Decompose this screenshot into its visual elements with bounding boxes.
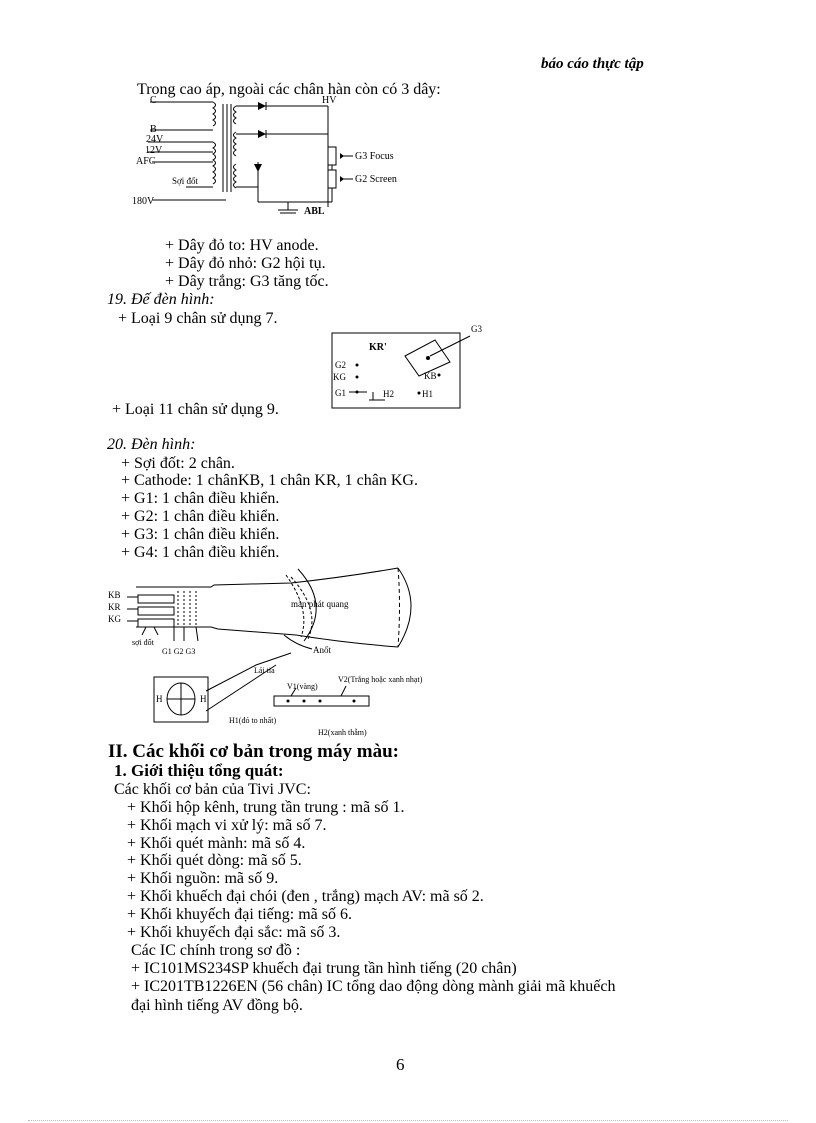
socket-kr: KR' (369, 342, 387, 353)
crt-kr: KR (108, 602, 121, 612)
crt-anot: Anốt (313, 645, 331, 655)
crt-soi-dot: sợi đốt (132, 638, 154, 647)
wire-1: + Dây đỏ to: HV anode. (165, 237, 319, 254)
label-g3-focus: G3 Focus (355, 151, 394, 162)
section20-item: + Cathode: 1 chânKB, 1 chân KR, 1 chân KG. (121, 472, 418, 489)
block-item: + Khối mạch vi xử lý: mã số 7. (127, 817, 327, 834)
block-item: + Khối khuyếch đại tiếng: mã số 6. (127, 906, 352, 923)
label-soi-dot: Sợi đốt (172, 176, 199, 186)
section20-heading: 20. Đèn hình: (107, 436, 196, 453)
section19-item2: + Loại 11 chân sử dụng 9. (112, 401, 279, 418)
crt-h1: H1(đỏ to nhất) (229, 716, 277, 725)
section19-heading: 19. Đế đèn hình: (107, 291, 215, 308)
crt-h-left: H (156, 694, 163, 704)
socket-h1: H1 (422, 389, 433, 399)
ic-intro: Các IC chính trong sơ đồ : (131, 942, 301, 959)
label-24v: 24V (146, 134, 164, 145)
block-item: + Khối nguồn: mã số 9. (127, 870, 279, 887)
block-item: + Khối quét mành: mã số 4. (127, 835, 306, 852)
socket-kg: KG (333, 372, 346, 382)
ic-item: + IC101MS234SP khuếch đại trung tần hình tiếng (20 chân) (131, 960, 517, 977)
section19-item1: + Loại 9 chân sử dụng 7. (118, 310, 278, 327)
ic-item: + IC201TB1226EN (56 chân) IC tổng dao động dòng mành giải mã khuếch (131, 978, 616, 995)
crt-v1: V1(vàng) (287, 682, 318, 691)
block-item: + Khối khuếch đại chói (đen , trắng) mạch AV: mã số 2. (127, 888, 484, 905)
crt-diagram (106, 565, 506, 740)
section20-item: + Sợi đốt: 2 chân. (121, 455, 235, 472)
section2-intro: Các khối cơ bản của Tivi JVC: (114, 781, 311, 798)
crt-v2: V2(Trắng hoặc xanh nhạt) (338, 675, 423, 684)
page-header: báo cáo thực tập (541, 56, 644, 72)
label-g2-screen: G2 Screen (355, 174, 397, 185)
socket-g1: G1 (335, 388, 346, 398)
socket-diagram (327, 320, 497, 412)
socket-g2: G2 (335, 360, 346, 370)
flyback-diagram (128, 92, 438, 222)
label-180v: 180V (132, 196, 155, 207)
label-12v: 12V (145, 145, 163, 156)
crt-kb: KB (108, 590, 121, 600)
wire-2: + Dây đỏ nhỏ: G2 hội tụ. (165, 255, 326, 272)
ic-item: đại hình tiếng AV đồng bộ. (131, 997, 303, 1014)
crt-h2: H2(xanh thẫm) (318, 728, 367, 737)
socket-kb: KB (424, 371, 437, 381)
socket-g3: G3 (471, 324, 482, 334)
label-b: B (150, 124, 157, 135)
flyback-intro: Trong cao áp, ngoài các chân hàn còn có 3 dây: (137, 81, 441, 98)
section20-item: + G2: 1 chân điều khiển. (121, 508, 280, 525)
crt-man-phat-quang: màn phát quang (291, 599, 349, 609)
crt-grids: G1 G2 G3 (162, 647, 196, 656)
section2-subheading: 1. Giới thiệu tổng quát: (114, 761, 284, 780)
crt-lai-tia: Lái tia (254, 666, 275, 675)
block-item: + Khối khuyếch đại sắc: mã số 3. (127, 924, 341, 941)
block-item: + Khối hộp kênh, trung tần trung : mã số 1. (127, 799, 405, 816)
label-afc: AFC (136, 156, 156, 167)
section20-item: + G4: 1 chân điều khiển. (121, 544, 280, 561)
page-number: 6 (396, 1055, 405, 1074)
label-c: C (150, 95, 157, 106)
footer-divider (28, 1120, 788, 1121)
socket-h2: H2 (383, 389, 394, 399)
wire-3: + Dây trắng: G3 tăng tốc. (165, 273, 329, 290)
label-abl: ABL (304, 206, 325, 217)
section2-heading: II. Các khối cơ bản trong máy màu: (108, 741, 399, 762)
label-hv: HV (322, 95, 337, 106)
section20-item: + G3: 1 chân điều khiển. (121, 526, 280, 543)
block-item: + Khối quét dòng: mã số 5. (127, 852, 302, 869)
crt-kg: KG (108, 614, 121, 624)
crt-h-right: H (200, 694, 207, 704)
section20-item: + G1: 1 chân điều khiển. (121, 490, 280, 507)
